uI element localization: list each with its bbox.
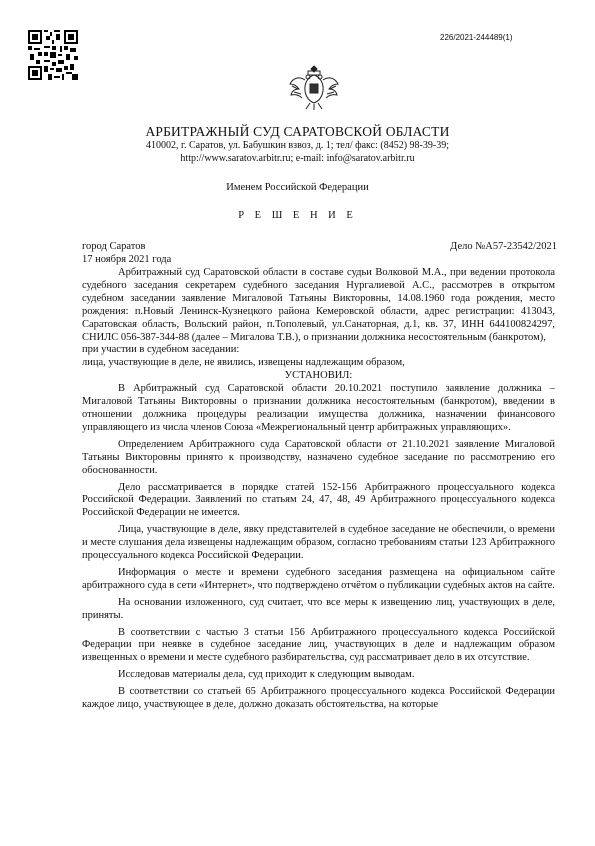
court-name: АРБИТРАЖНЫЙ СУД САРАТОВСКОЙ ОБЛАСТИ [145, 124, 450, 139]
qr-code-icon [28, 30, 78, 80]
court-address: 410002, г. Саратов, ул. Бабушкин взвоз, д. 1; тел/ факс: (8452) 98-39-39; [146, 140, 449, 151]
paragraph: при участии в судебном заседании: [82, 344, 240, 356]
paragraph: Исследовав материалы дела, суд приходит к следующим выводам. [118, 669, 415, 681]
city: город Саратов [82, 241, 146, 252]
document-id: 226/2021-244489(1) [440, 33, 513, 42]
paragraph: Определением Арбитражного суда Саратовской области от 21.10.2021 заявление Мигаловой Татьяны Викторовны принято к производству, назначено судебное заседание по рассмотрению его обоснованности. [82, 438, 555, 476]
case-number: Дело №А57-23542/2021 [450, 241, 557, 252]
paragraph: Дело рассматривается в порядке статей 152-156 Арбитражного процессуального кодекса Российской Федерации. Заявлений по статьям 24, 47, 48, 49 Арбитражного процессуального кодекса Российской Федерации не имеется. [82, 481, 555, 519]
court-contacts: http://www.saratov.arbitr.ru; e-mail: info@saratov.arbitr.ru [180, 153, 415, 164]
decision-body [82, 267, 555, 712]
section-heading: УСТАНОВИЛ: [284, 370, 353, 382]
decision-date: 17 ноября 2021 года [82, 254, 172, 265]
paragraph: На основании изложенного, суд считает, что все меры к извещению лиц, участвующих в деле, приняты. [82, 596, 555, 621]
paragraph: Информация о месте и времени судебного заседания размещена на официальном сайте арбитражного суда в сети «Интернет», что подтверждено отчётом о публикации судебных актов на сайте. [82, 566, 555, 591]
in-the-name-of-federation: Именем Российской Федерации [226, 182, 369, 193]
paragraph: В соответствии с частью 3 статьи 156 Арбитражного процессуального кодекса Российской Федерации при неявке в судебное заседание лиц, участвующих в деле и надлежащим образом извещенных о времени и месте судебного разбирательства, суд рассматривает дело в их отсутствие. [82, 626, 555, 664]
decision-title: Р Е Ш Е Н И Е [238, 210, 357, 221]
paragraph: лица, участвующие в деле, не явились, извещены надлежащим образом, [82, 357, 405, 369]
coat-of-arms-icon [288, 62, 340, 112]
paragraph: Лица, участвующие в деле, явку представителей в судебное заседание не обеспечили, о времени и месте слушания дела извещены надлежащим образом, согласно требованиям статьи 123 Арбитражного процессуального кодекса Российской Федерации. [82, 524, 555, 562]
paragraph: В соответствии со статьей 65 Арбитражного процессуального кодекса Российской Федерации каждое лицо, участвующее в деле, должно доказать обстоятельства, на которые [82, 686, 555, 711]
paragraph: В Арбитражный суд Саратовской области 20.10.2021 поступило заявление должника – Мигаловой Татьяны Викторовны о признании должника несостоятельным (банкротом), введении в отношении должника процедуры реализации имущества должника, назначении финансового управляющего из числа членов Союза «Межрегиональный центр арбитражных управляющих». [82, 383, 555, 433]
paragraph: Арбитражный суд Саратовской области в составе судьи Волковой М.А., при ведении протокола судебного заседания секретарем судебного заседания Нургалиевой А.С., рассмотрев в открытом судебном заседании заявление Мигаловой Татьяны Викторовны, 14.08.1960 года рождения, место рождения: п.Новый Ленинск-Кузнецкого района Кемеровской области, адрес регистрации: 413043, Саратовская область, Вольский район, п.Тополевый, ул.Санаторная, д.1, кв. 37, ИНН 644100824297, СНИЛС 056-387-344-88 (далее – Мигалова Т.В.), о признании должника несостоятельным (банкротом), [82, 267, 555, 343]
